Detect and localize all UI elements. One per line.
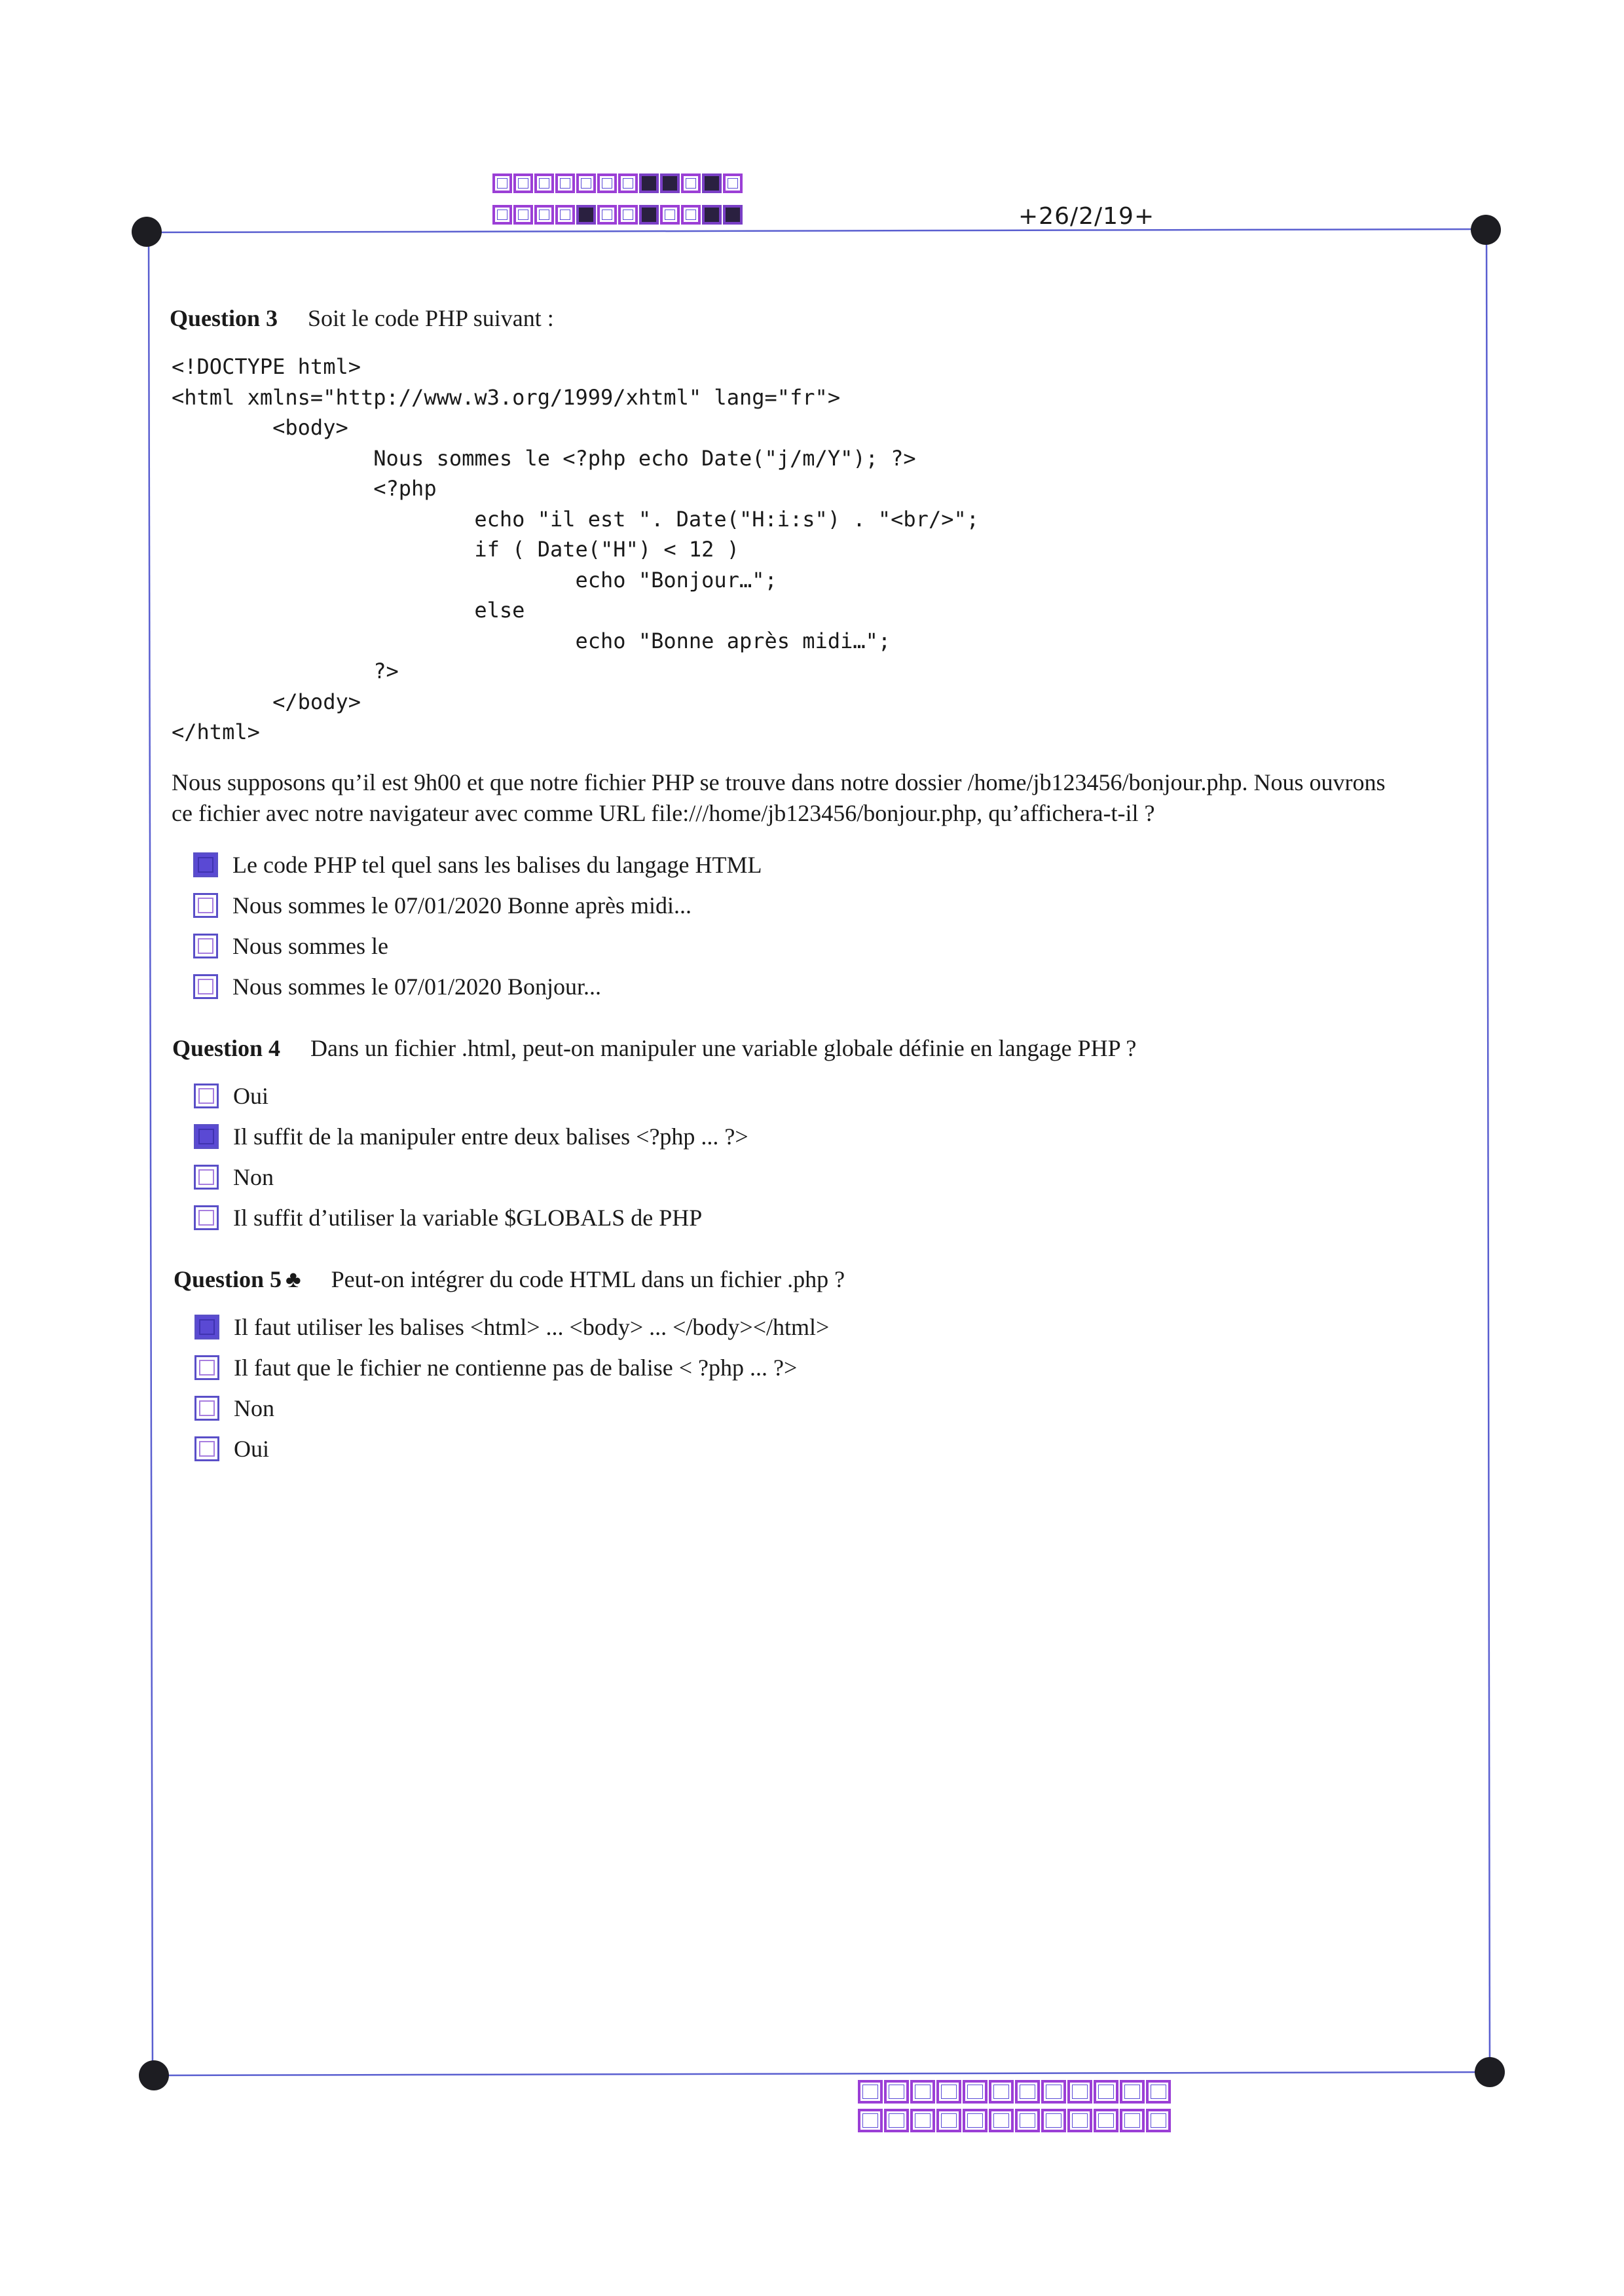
answer-option[interactable] [194,1163,274,1191]
code-cell-empty [1146,2109,1171,2132]
code-line: Nous sommes le <?php echo Date("j/m/Y"); ?> [172,445,916,471]
bottom-code-strip-1 [858,2080,1171,2104]
code-cell-filled [660,173,680,193]
code-cell-empty [723,173,743,193]
question-5-text: Peut-on intégrer du code HTML dans un fichier .php ? [331,1266,845,1292]
code-cell-empty [884,2080,909,2104]
code-cell-empty [660,205,680,225]
code-cell-empty [681,173,701,193]
code-line: <html xmlns="http://www.w3.org/1999/xhtml" lang="fr"> [172,384,841,410]
code-cell-empty [1067,2109,1092,2132]
code-cell-empty [989,2109,1014,2132]
code-cell-empty [963,2109,987,2132]
answer-label: Non [234,1395,274,1421]
answer-label: Nous sommes le [232,933,388,959]
question-3-label: Question 3 [170,305,278,331]
code-cell-empty [513,173,533,193]
corner-mark-bottom-right [1475,2057,1505,2087]
corner-mark-top-right [1471,215,1501,245]
answer-label: Oui [234,1436,269,1462]
code-cell-empty [618,173,638,193]
code-cell-empty [936,2109,961,2132]
checkbox-checked[interactable] [193,852,218,877]
answer-label: Il suffit d’utiliser la variable $GLOBALS de PHP [233,1205,703,1231]
code-cell-empty [618,205,638,225]
code-cell-empty [1041,2080,1066,2104]
code-cell-empty [1015,2109,1040,2132]
checkbox[interactable] [193,893,218,918]
code-cell-empty [681,205,701,225]
code-cell-filled [702,205,722,225]
checkbox[interactable] [193,974,218,999]
code-cell-empty [597,173,617,193]
question-5-heading [174,1265,845,1294]
question-3-heading [170,304,554,333]
code-cell-empty [555,173,575,193]
code-line: else [172,598,525,623]
code-cell-empty [1041,2109,1066,2132]
answer-label: Il faut que le fichier ne contienne pas de balise < ?php ... ?> [234,1355,798,1381]
code-cell-empty [555,205,575,225]
top-code-strip-1 [492,173,743,193]
question-5-label: Question 5 ♣ [174,1266,301,1292]
code-cell-empty [1094,2080,1118,2104]
answer-option[interactable] [193,851,762,879]
question-3-text: Soit le code PHP suivant : [308,305,554,331]
code-cell-empty [1094,2109,1118,2132]
code-cell-empty [910,2080,935,2104]
question-3-paragraph [172,767,1481,829]
code-cell-empty [534,205,554,225]
code-cell-empty [1067,2080,1092,2104]
code-line: <body> [172,415,348,440]
answer-option[interactable] [194,1123,748,1150]
question-4-heading [172,1034,1136,1063]
code-cell-empty [858,2080,883,2104]
code-cell-empty [492,173,512,193]
code-cell-empty [936,2080,961,2104]
checkbox[interactable] [194,1396,219,1421]
checkbox[interactable] [194,1355,219,1380]
answer-label: Oui [233,1083,268,1109]
code-line: echo "il est ". Date("H:i:s") . "<br/>"; [172,506,979,532]
page-identifier: +26/2/19+ [1018,203,1155,230]
answer-label: Non [233,1164,274,1190]
code-cell-empty [534,173,554,193]
code-cell-empty [1120,2080,1145,2104]
code-cell-empty [1015,2080,1040,2104]
code-cell-empty [858,2109,883,2132]
code-line: echo "Bonne après midi…"; [172,628,891,653]
paragraph-line: ce fichier avec notre navigateur avec comme URL file:///home/jb123456/bonjour.php, qu’affichera-t-il ? [172,800,1155,826]
code-cell-filled [576,205,596,225]
answer-option[interactable] [194,1204,702,1231]
checkbox[interactable] [194,1165,219,1190]
top-code-strip-2 [492,205,743,225]
answer-label: Le code PHP tel quel sans les balises du langage HTML [232,852,762,878]
code-cell-empty [492,205,512,225]
code-cell-empty [963,2080,987,2104]
checkbox-checked[interactable] [194,1315,219,1339]
code-line: if ( Date("H") < 12 ) [172,537,739,562]
paragraph-line: Nous supposons qu’il est 9h00 et que notre fichier PHP se trouve dans notre dossier /home/jb123456/bonjour.php. Nous ouvrons [172,769,1386,795]
code-cell-empty [989,2080,1014,2104]
code-cell-filled [639,205,659,225]
code-line: </body> [172,689,361,714]
answer-option[interactable] [194,1354,797,1381]
answer-option[interactable] [194,1435,269,1463]
answer-label: Nous sommes le 07/01/2020 Bonne après midi... [232,892,692,919]
answer-label: Il faut utiliser les balises <html> ... <body> ... </body></html> [234,1314,830,1340]
corner-mark-bottom-left [139,2060,169,2090]
code-cell-empty [513,205,533,225]
answer-option[interactable] [193,973,601,1000]
code-line: ?> [172,659,399,683]
answer-option[interactable] [194,1394,274,1422]
code-cell-empty [597,205,617,225]
question-4-text: Dans un fichier .html, peut-on manipuler une variable globale définie en langage PHP ? [310,1035,1137,1061]
code-cell-empty [884,2109,909,2132]
answer-option[interactable] [193,892,692,919]
code-cell-empty [576,173,596,193]
checkbox[interactable] [194,1436,219,1461]
code-cell-filled [639,173,659,193]
code-line: <!DOCTYPE html> [172,354,361,379]
code-cell-empty [1146,2080,1171,2104]
code-cell-empty [910,2109,935,2132]
answer-label: Nous sommes le 07/01/2020 Bonjour... [232,974,602,1000]
code-line: </html> [172,720,260,744]
code-line: <?php [172,476,437,501]
question-4-label: Question 4 [172,1035,281,1061]
answer-label: Il suffit de la manipuler entre deux balises <?php ... ?> [233,1123,748,1150]
checkbox[interactable] [193,934,218,958]
checkbox-checked[interactable] [194,1124,219,1149]
checkbox[interactable] [194,1205,219,1230]
answer-option[interactable] [194,1082,268,1110]
club-icon: ♣ [286,1266,301,1292]
php-code-block [172,352,979,748]
corner-mark-top-left [132,217,162,247]
bottom-code-strip-2 [858,2109,1171,2132]
checkbox[interactable] [194,1084,219,1108]
code-cell-empty [1120,2109,1145,2132]
answer-option[interactable] [193,932,388,960]
answer-option[interactable] [194,1313,829,1341]
code-line: echo "Bonjour…"; [172,567,777,592]
code-cell-filled [702,173,722,193]
code-cell-filled [723,205,743,225]
